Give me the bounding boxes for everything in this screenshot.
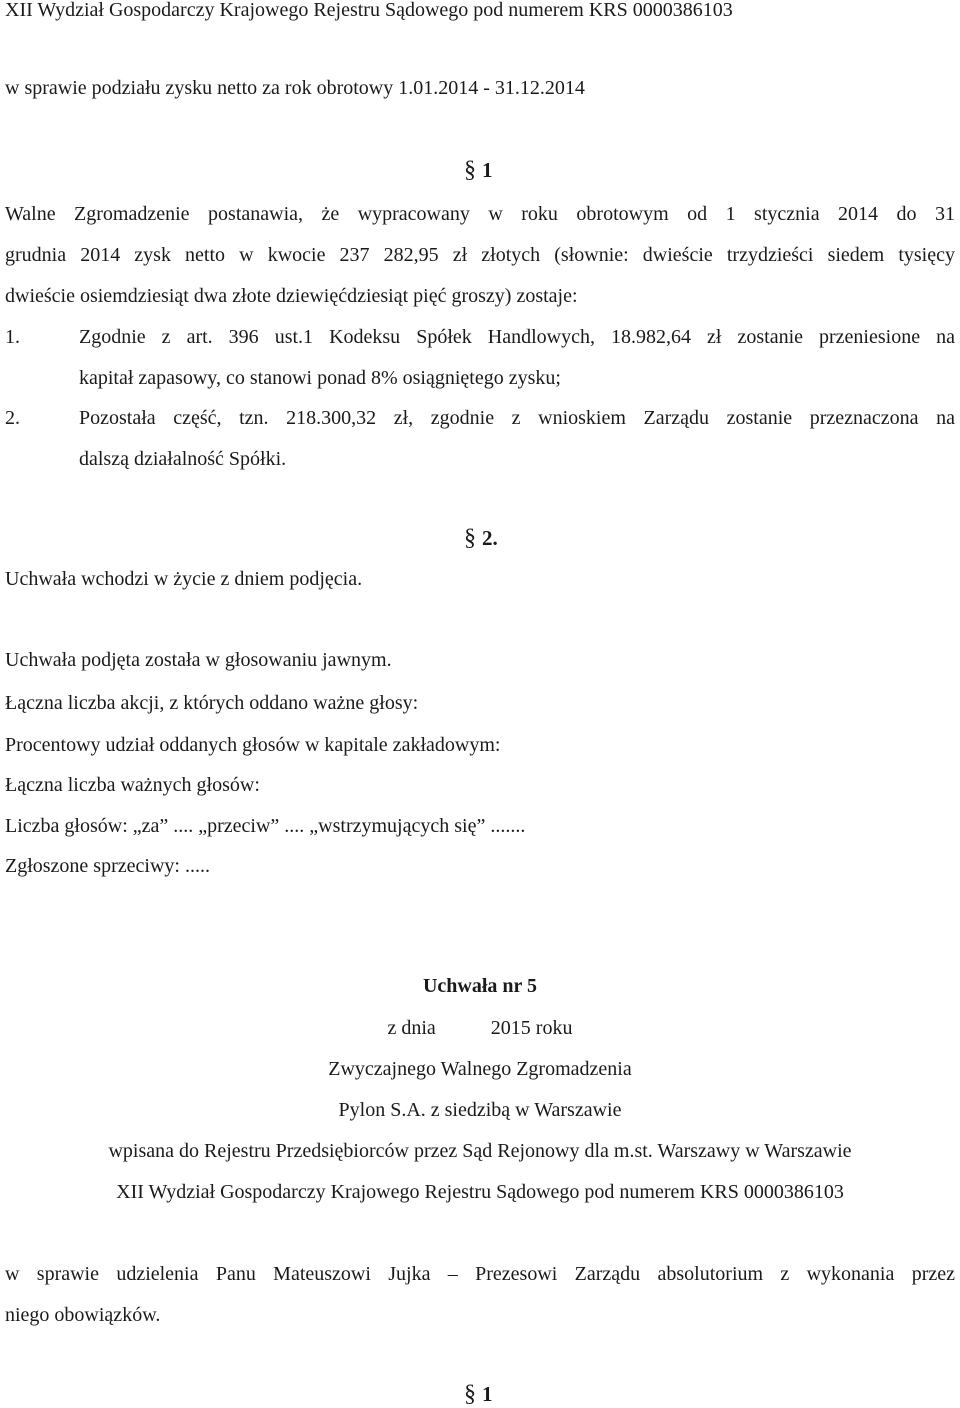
section-1-body-line-1: Walne Zgromadzenie postanawia, że wypracowany w roku obrotowym od 1 stycznia 2014 do 31 (5, 203, 955, 225)
resolution-registry-line: XII Wydział Gospodarczy Krajowego Rejestru Sądowego pod numerem KRS 0000386103 (116, 1181, 844, 1203)
voting-valid-votes: Łączna liczba ważnych głosów: (5, 774, 260, 796)
section-sign-icon: § (464, 525, 476, 551)
resolution-registry-court: wpisana do Rejestru Przedsiębiorców przez Sąd Rejonowy dla m.st. Warszawy w Warszawie (108, 1140, 852, 1162)
resolution-section-1-number: 1 (482, 1382, 493, 1406)
voting-objections: Zgłoszone sprzeciwy: ..... (5, 855, 210, 877)
list-item-1-line-1: Zgodnie z art. 396 ust.1 Kodeksu Spółek Handlowych, 18.982,64 zł zostanie przeniesione na (79, 326, 955, 348)
resolution-subject-line-1: w sprawie udzielenia Panu Mateuszowi Jujka – Prezesowi Zarządu absolutorium z wykonania przez (5, 1263, 955, 1285)
voting-adopted: Uchwała podjęta została w głosowaniu jawnym. (5, 649, 392, 671)
list-item-1-line-2: kapitał zapasowy, co stanowi ponad 8% osiągniętego zysku; (79, 367, 561, 389)
resolution-meeting: Zwyczajnego Walnego Zgromadzenia (328, 1058, 632, 1080)
resolution-subject-line-2: niego obowiązków. (5, 1304, 161, 1326)
list-item-2-line-1: Pozostała część, tzn. 218.300,32 zł, zgodnie z wnioskiem Zarządu zostanie przeznaczona na (79, 407, 955, 429)
voting-breakdown: Liczba głosów: „za” .... „przeciw” .... „wstrzymujących się” ....... (5, 815, 526, 837)
section-1-heading (464, 156, 493, 184)
registry-line: XII Wydział Gospodarczy Krajowego Rejestru Sądowego pod numerem KRS 0000386103 (5, 0, 733, 21)
resolution-section-1-heading (464, 1380, 493, 1408)
resolution-company: Pylon S.A. z siedzibą w Warszawie (338, 1099, 622, 1121)
section-1-body-line-2: grudnia 2014 zysk netto w kwocie 237 282,95 zł złotych (słownie: dwieście trzydzieści siedem tysięcy (5, 244, 955, 266)
list-item-number: 2. (5, 407, 20, 429)
subject-line: w sprawie podziału zysku netto za rok obrotowy 1.01.2014 - 31.12.2014 (5, 77, 585, 99)
section-1-body-line-3: dwieście osiemdziesiąt dwa złote dziewięćdziesiąt pięć groszy) zostaje: (5, 285, 578, 307)
section-2-heading (464, 524, 498, 552)
section-sign-icon: § (464, 1381, 476, 1407)
list-item-2-line-2: dalszą działalność Spółki. (79, 448, 287, 470)
resolution-date: z dnia 2015 roku (387, 1017, 573, 1039)
voting-shares: Łączna liczba akcji, z których oddano ważne głosy: (5, 692, 419, 714)
section-1-number: 1 (482, 158, 493, 182)
section-2-text: Uchwała wchodzi w życie z dniem podjęcia. (5, 568, 363, 590)
resolution-title: Uchwała nr 5 (422, 975, 538, 997)
list-item-number: 1. (5, 326, 20, 348)
section-sign-icon: § (464, 157, 476, 183)
voting-percentage: Procentowy udział oddanych głosów w kapitale zakładowym: (5, 734, 501, 756)
section-2-number: 2. (482, 526, 498, 550)
